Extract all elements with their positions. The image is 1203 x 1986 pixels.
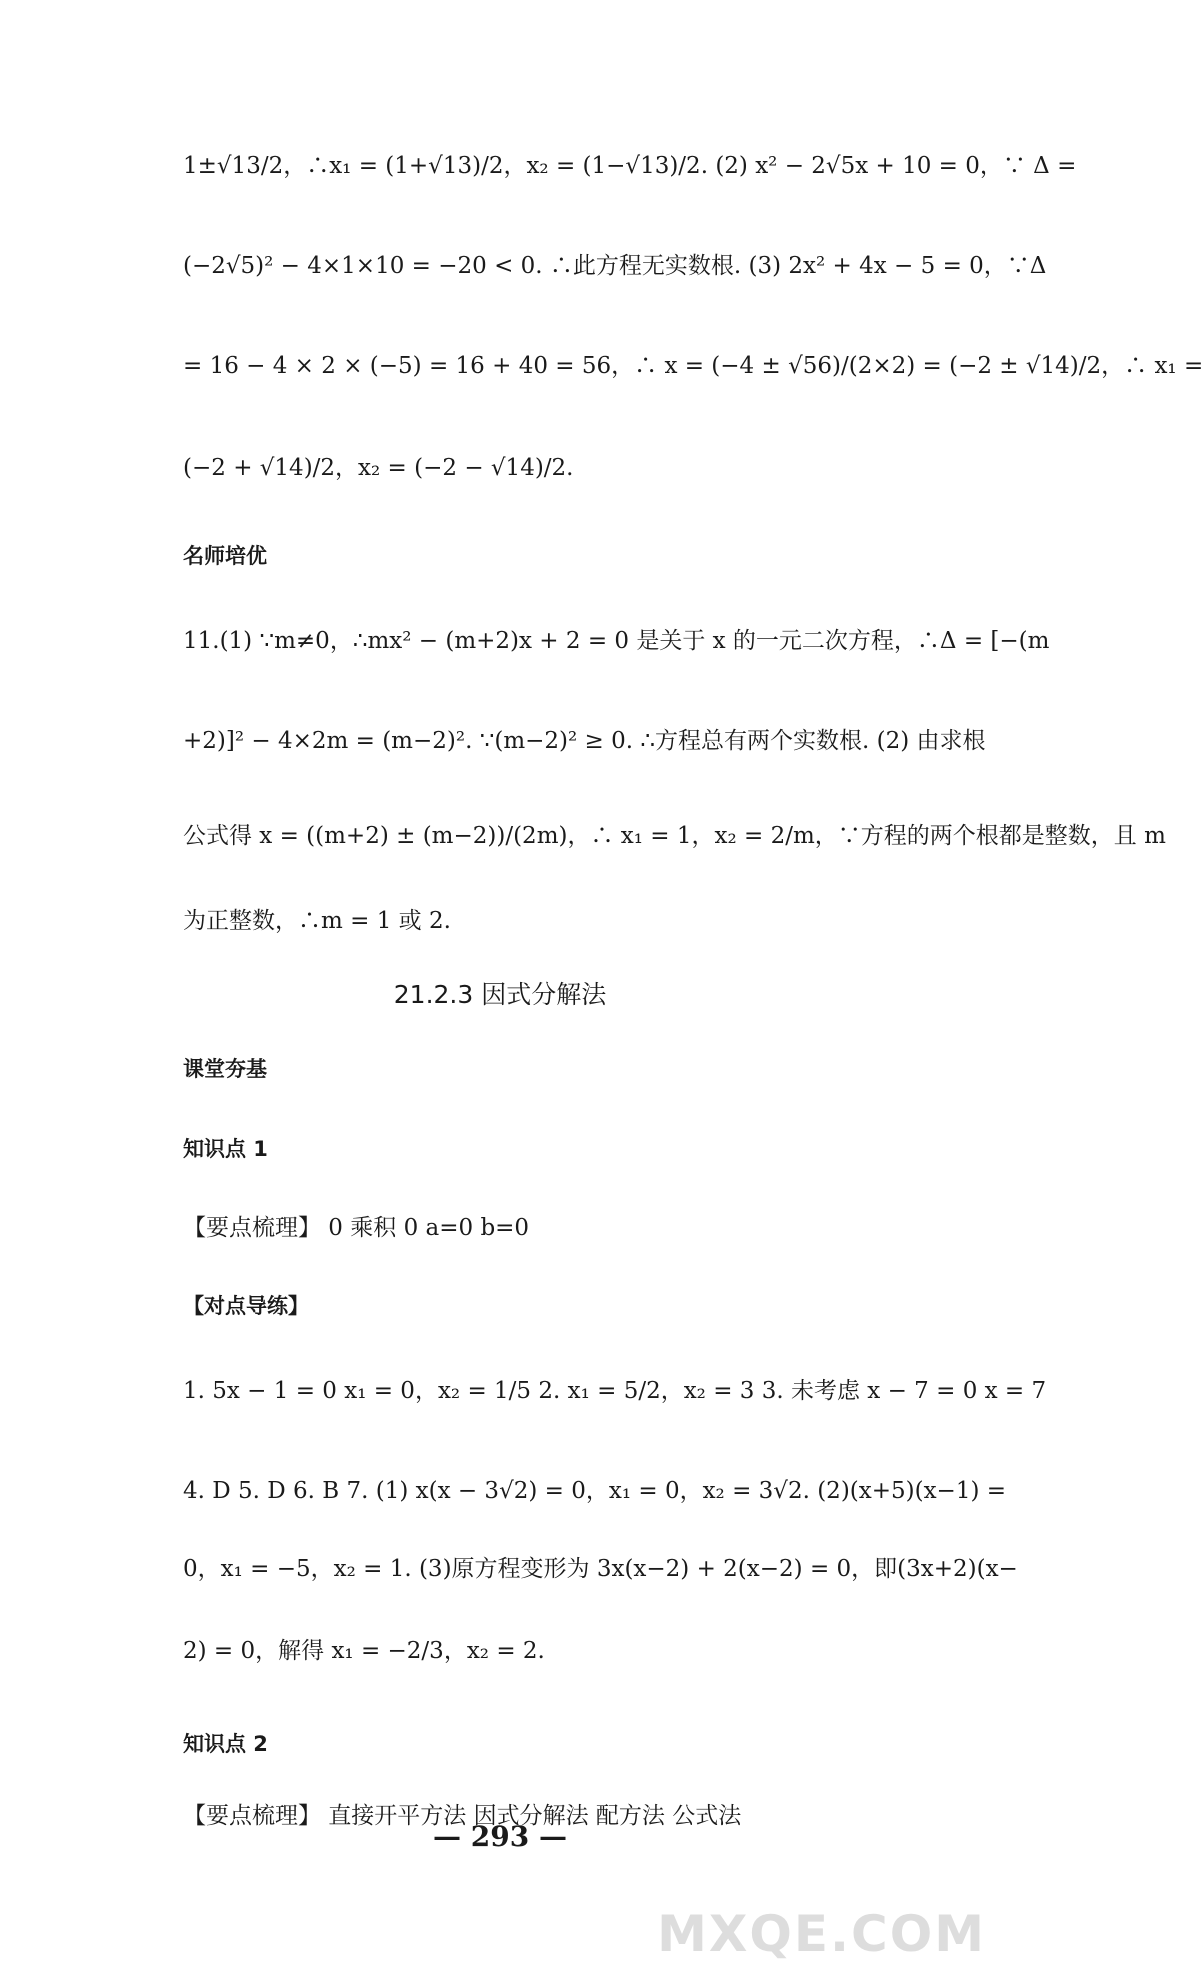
answer-line-4c: 2) = 0，解得 x₁ = −2/3，x₂ = 2. <box>183 1638 545 1664</box>
watermark: MXQE.COM <box>657 1905 986 1963</box>
yaodian-2: 【要点梳理】 直接开平方法 因式分解法 配方法 公式法 <box>183 1803 742 1829</box>
text-line-11a: 11.(1) ∵m≠0，∴mx² − (m+2)x + 2 = 0 是关于 x 的一元二次方程，∴Δ = [−(m <box>183 628 1050 654</box>
heading-zsd1: 知识点 1 <box>183 1137 268 1161</box>
text-line-4: (−2 + √14)/2，x₂ = (−2 − √14)/2. <box>183 455 574 481</box>
heading-ketang: 课堂夯基 <box>183 1057 267 1081</box>
answer-line-4a: 4. D 5. D 6. B 7. (1) x(x − 3√2) = 0，x₁ = 0，x₂ = 3√2. (2)(x+5)(x−1) = <box>183 1478 1007 1504</box>
text-line-11d: 为正整数，∴m = 1 或 2. <box>183 908 451 934</box>
heading-duidian: 【对点导练】 <box>183 1294 309 1318</box>
text-line-2: (−2√5)² − 4×1×10 = −20 < 0. ∴此方程无实数根. (3) 2x² + 4x − 5 = 0，∵Δ <box>183 253 1047 279</box>
text-line-11b: +2)]² − 4×2m = (m−2)². ∵(m−2)² ≥ 0. ∴方程总有两个实数根. (2) 由求根 <box>183 728 986 754</box>
page-number: — 293 — <box>433 1820 567 1853</box>
answer-line-4b: 0，x₁ = −5，x₂ = 1. (3)原方程变形为 3x(x−2) + 2(x−2) = 0，即(3x+2)(x− <box>183 1556 1018 1582</box>
answer-line-1: 1. 5x − 1 = 0 x₁ = 0，x₂ = 1/5 2. x₁ = 5/2，x₂ = 3 3. 未考虑 x − 7 = 0 x = 7 <box>183 1378 1047 1404</box>
heading-mingshi: 名师培优 <box>183 544 267 568</box>
text-line-1: 1±√13/2，∴x₁ = (1+√13)/2，x₂ = (1−√13)/2. (2) x² − 2√5x + 10 = 0，∵ Δ = <box>183 153 1077 179</box>
heading-zsd2: 知识点 2 <box>183 1732 268 1756</box>
yaodian-1: 【要点梳理】 0 乘积 0 a=0 b=0 <box>183 1215 530 1241</box>
text-line-3: = 16 − 4 × 2 × (−5) = 16 + 40 = 56，∴ x = (−4 ± √56)/(2×2) = (−2 ± √14)/2，∴ x₁ = <box>183 353 1203 379</box>
text-line-11c: 公式得 x = ((m+2) ± (m−2))/(2m)，∴ x₁ = 1，x₂ = 2/m，∵方程的两个根都是整数，且 m <box>183 823 1166 849</box>
section-title: 21.2.3 因式分解法 <box>393 980 607 1009</box>
